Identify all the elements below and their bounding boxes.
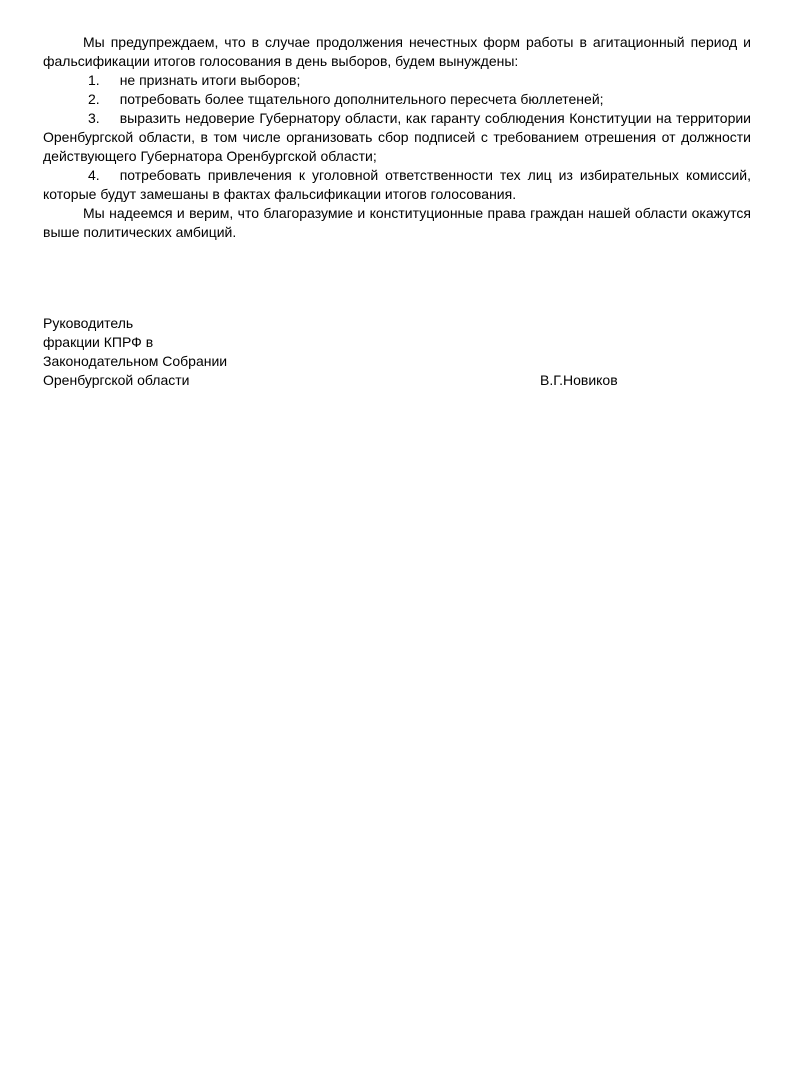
signature-title-line-2: фракции КПРФ в (43, 334, 154, 350)
list-item-3 (43, 109, 751, 166)
list-item-text: не признать итоги выборов; (119, 72, 301, 88)
signature-name: В.Г.Новиков (540, 372, 618, 388)
list-item-1 (43, 71, 751, 90)
list-item-text: выразить недоверие Губернатору области, как гаранту соблюдения Конституции на территории Оренбургской области, в том числе организовать сбор подписей с требованием отрешения от должности действующего Губернатора Оренбургской области; (43, 110, 751, 164)
list-item-number: 3. (88, 110, 100, 126)
list-item-text: потребовать более тщательного дополнительного пересчета бюллетеней; (119, 91, 604, 107)
paragraph-intro: Мы предупреждаем, что в случае продолжения нечестных форм работы в агитационный период и фальсификации итогов голосования в день выборов, будем вынуждены: (43, 34, 751, 69)
signature-block (43, 314, 751, 390)
list-item-4 (43, 166, 751, 204)
list-item-number: 1. (88, 72, 100, 88)
list-item-2 (43, 90, 751, 109)
paragraph-closing: Мы надеемся и верим, что благоразумие и конституционные права граждан нашей области окажутся выше политических амбиций. (43, 205, 751, 240)
list-item-text: потребовать привлечения к уголовной ответственности тех лиц из избирательных комиссий, которые будут замешаны в фактах фальсификации итогов голосования. (43, 167, 751, 202)
signature-title-line-4: Оренбургской области (43, 372, 190, 388)
signature-title-line-3: Законодательном Собрании (43, 353, 228, 369)
signature-row (43, 371, 751, 390)
list-item-number: 4. (88, 167, 100, 183)
demands-list (43, 71, 751, 204)
list-item-number: 2. (88, 91, 100, 107)
signature-title-line-1: Руководитель (43, 315, 134, 331)
